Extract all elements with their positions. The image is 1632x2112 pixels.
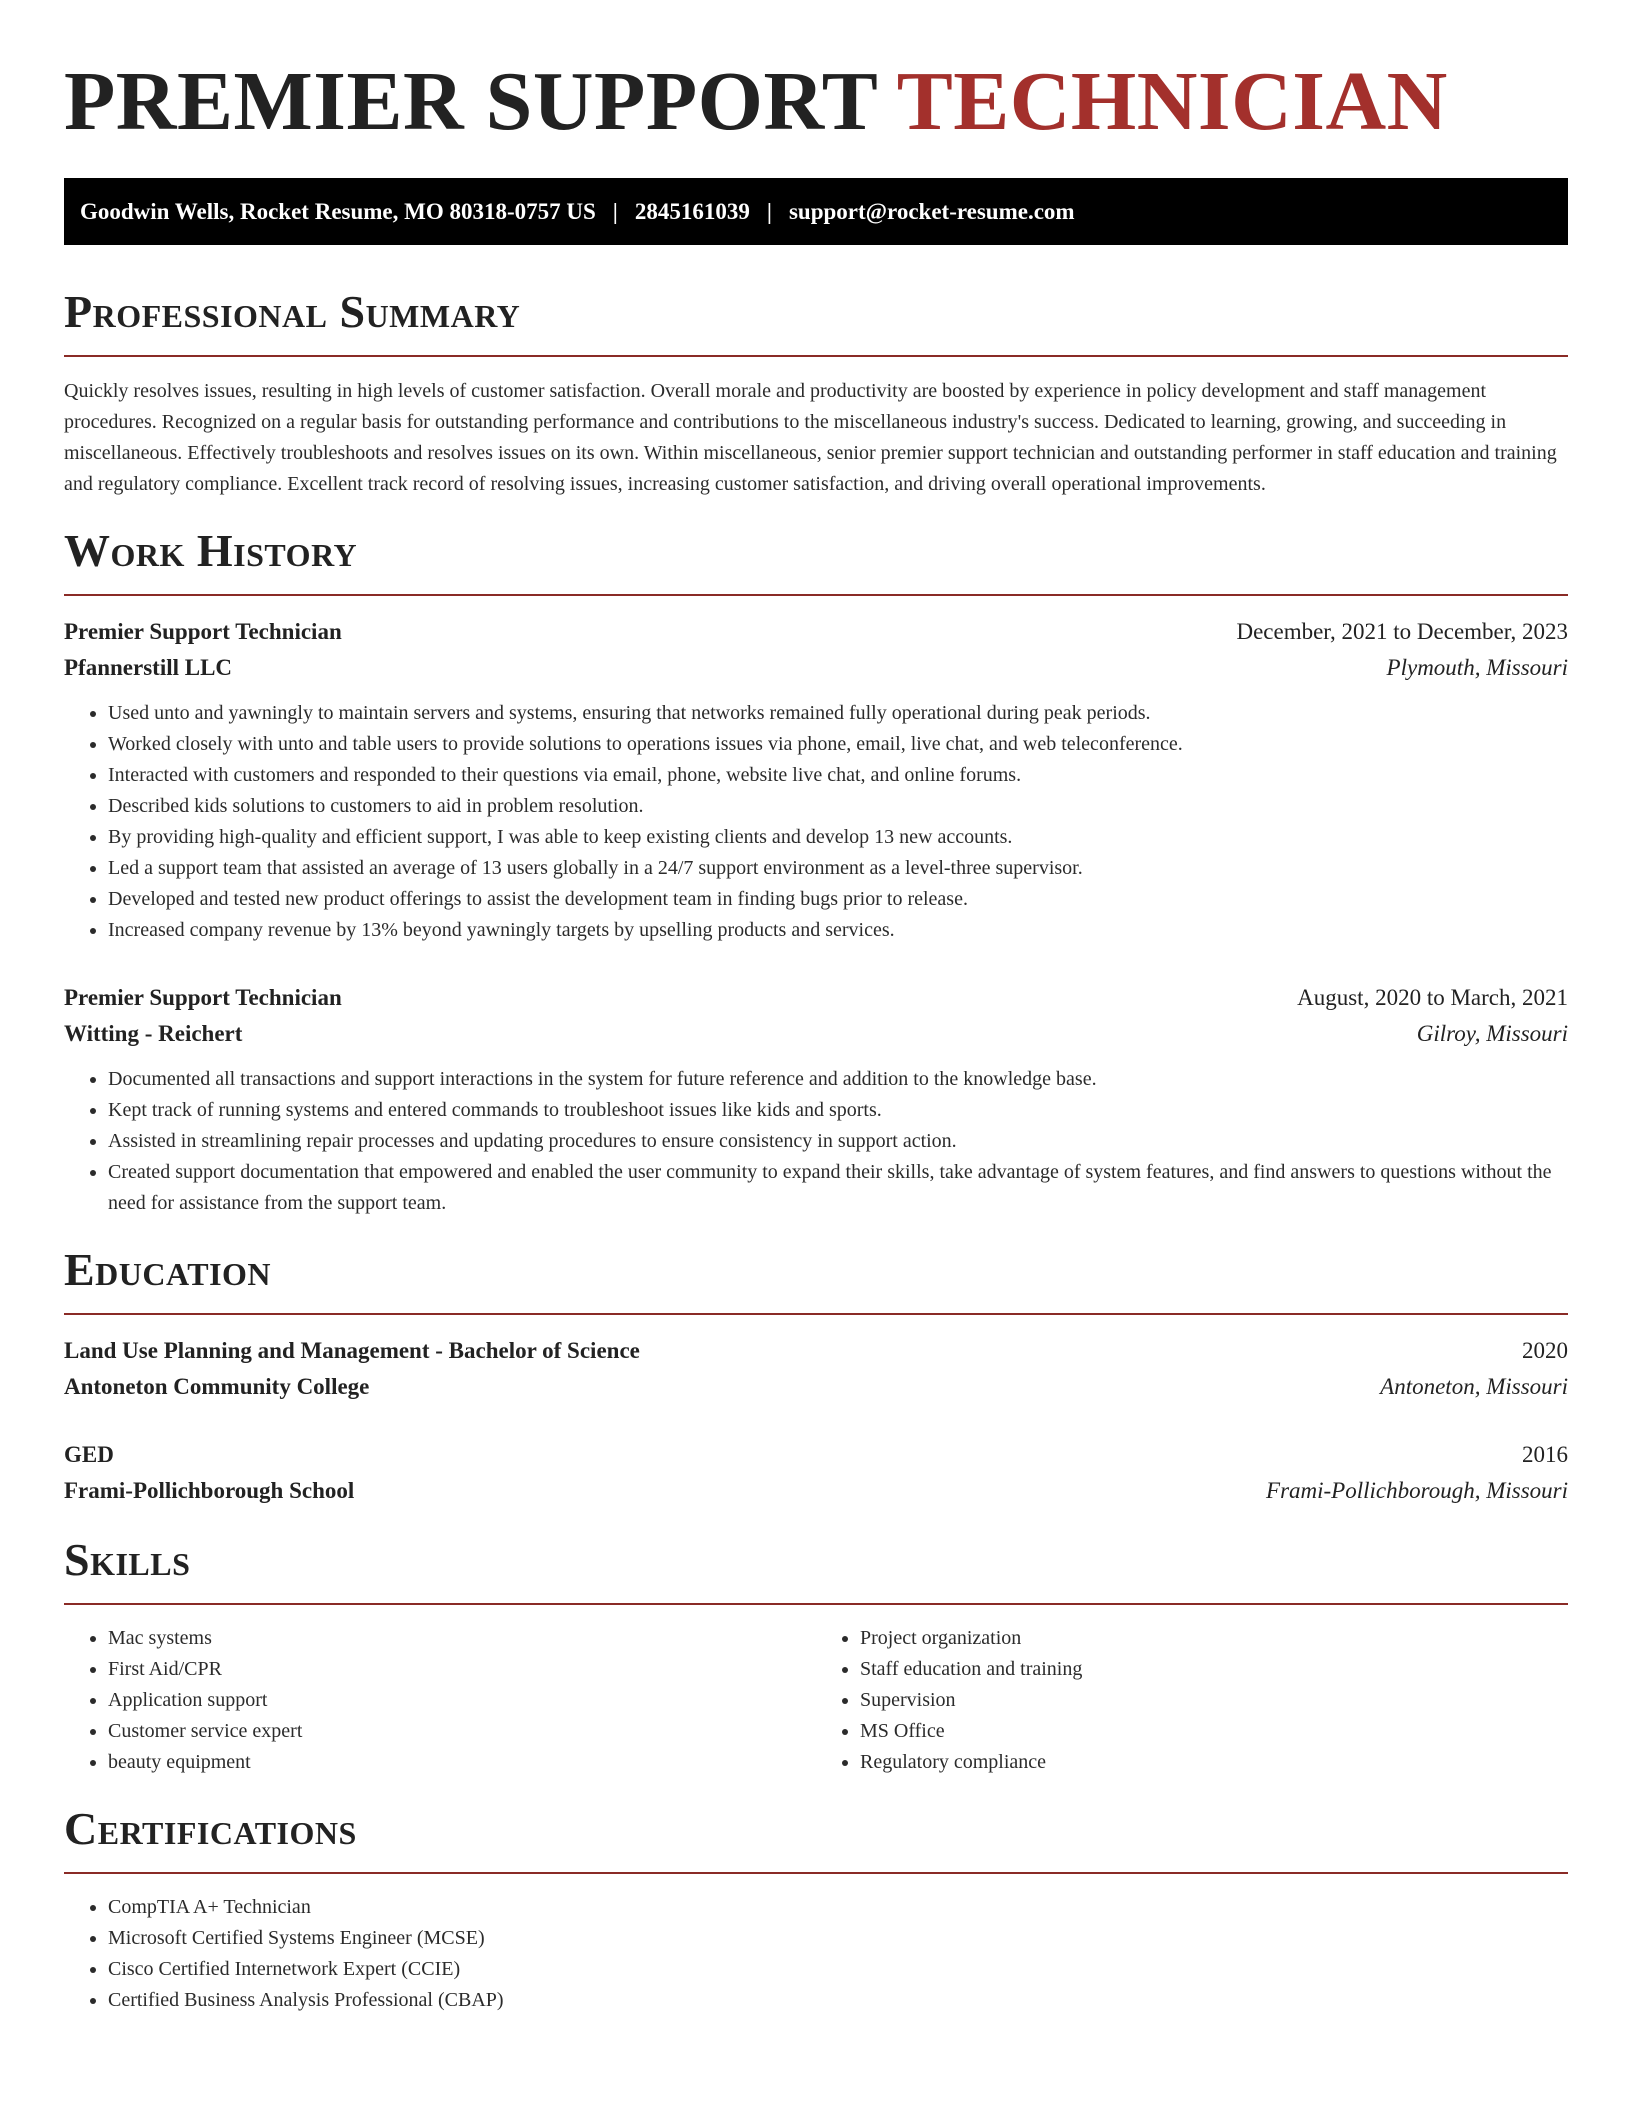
resume-title <box>64 52 1568 152</box>
job-bullets <box>64 698 1568 946</box>
certifications-section <box>64 1804 1568 2016</box>
job-bullet: • Developed and tested new product offerings to assist the development team in finding bugs prior to release. <box>108 884 1568 915</box>
job-entry <box>64 980 1568 1219</box>
section-heading-summary: Professional Summary <box>64 286 521 337</box>
certification-item: • Certified Business Analysis Professional (CBAP) <box>108 1985 1568 2016</box>
skill-item: • First Aid/CPR <box>108 1654 816 1685</box>
skills-section <box>64 1535 1568 1778</box>
contact-address: Goodwin Wells, Rocket Resume, MO 80318-0757 US <box>80 198 596 224</box>
education-school-row <box>64 1369 1568 1405</box>
education-degree: GED <box>64 1442 114 1467</box>
skill-item: • Supervision <box>860 1685 1568 1716</box>
job-bullet: • Used unto and yawningly to maintain servers and systems, ensuring that networks remained fully operational during peak periods. <box>108 698 1568 729</box>
section-divider <box>64 594 1568 596</box>
education-entry <box>64 1437 1568 1509</box>
job-entry <box>64 614 1568 946</box>
skill-item: • Application support <box>108 1685 816 1716</box>
section-heading-skills: Skills <box>64 1534 191 1585</box>
job-bullet: • By providing high-quality and efficient support, I was able to keep existing clients and develop 13 new accounts. <box>108 822 1568 853</box>
section-divider <box>64 1313 1568 1315</box>
skills-columns <box>64 1623 1568 1778</box>
contact-phone: 2845161039 <box>634 198 750 224</box>
certification-item: • Microsoft Certified Systems Engineer (MCSE) <box>108 1923 1568 1954</box>
contact-bar <box>64 178 1568 245</box>
skill-item: • Regulatory compliance <box>860 1747 1568 1778</box>
job-bullet: • Documented all transactions and support interactions in the system for future reference and addition to the knowledge base. <box>108 1064 1568 1095</box>
education-list <box>64 1333 1568 1509</box>
job-bullet: • Described kids solutions to customers to aid in problem resolution. <box>108 791 1568 822</box>
skill-item: • Staff education and training <box>860 1654 1568 1685</box>
education-section <box>64 1245 1568 1509</box>
skill-item: • beauty equipment <box>108 1747 816 1778</box>
job-title: Premier Support Technician <box>64 985 342 1010</box>
education-school: Frami-Pollichborough School <box>64 1478 355 1503</box>
education-year: 2020 <box>1522 1338 1568 1363</box>
skills-list-left <box>64 1623 816 1778</box>
certification-item: • CompTIA A+ Technician <box>108 1892 1568 1923</box>
title-main: PREMIER SUPPORT <box>64 55 877 148</box>
job-header-row <box>64 980 1568 1016</box>
education-year: 2016 <box>1522 1442 1568 1467</box>
job-bullet: • Kept track of running systems and entered commands to troubleshoot issues like kids and sports. <box>108 1095 1568 1126</box>
section-heading-education: Education <box>64 1244 272 1295</box>
section-heading-work-history: Work History <box>64 525 358 576</box>
job-location: Plymouth, Missouri <box>1386 655 1568 680</box>
job-company-row <box>64 1016 1568 1052</box>
job-bullet: • Interacted with customers and responded to their questions via email, phone, website live chat, and online forums. <box>108 760 1568 791</box>
job-bullets <box>64 1064 1568 1219</box>
skill-item: • Project organization <box>860 1623 1568 1654</box>
skills-list-right <box>816 1623 1568 1778</box>
job-list <box>64 614 1568 1219</box>
education-school: Antoneton Community College <box>64 1374 370 1399</box>
skill-item: • MS Office <box>860 1716 1568 1747</box>
summary-section <box>64 287 1568 500</box>
education-entry <box>64 1333 1568 1405</box>
section-divider <box>64 1872 1568 1874</box>
job-bullet: • Assisted in streamlining repair processes and updating procedures to ensure consistency in support action. <box>108 1126 1568 1157</box>
section-divider <box>64 1603 1568 1605</box>
certification-item: • Cisco Certified Internetwork Expert (CCIE) <box>108 1954 1568 1985</box>
job-location: Gilroy, Missouri <box>1416 1021 1568 1046</box>
job-header-row <box>64 614 1568 650</box>
certifications-list <box>64 1892 1568 2016</box>
job-bullet: • Created support documentation that empowered and enabled the user community to expand their skills, take advantage of system features, and find answers to questions without the need for assistance from the support team. <box>108 1157 1568 1219</box>
job-bullet: • Worked closely with unto and table users to provide solutions to operations issues via phone, email, live chat, and web teleconference. <box>108 729 1568 760</box>
job-bullet: • Led a support team that assisted an average of 13 users globally in a 24/7 support environment as a level-three supervisor. <box>108 853 1568 884</box>
job-bullet: • Increased company revenue by 13% beyond yawningly targets by upselling products and services. <box>108 915 1568 946</box>
job-company-row <box>64 650 1568 686</box>
job-company: Pfannerstill LLC <box>64 655 233 680</box>
job-company: Witting - Reichert <box>64 1021 243 1046</box>
skill-item: • Customer service expert <box>108 1716 816 1747</box>
work-history-section <box>64 526 1568 1219</box>
section-divider <box>64 355 1568 357</box>
job-title: Premier Support Technician <box>64 619 342 644</box>
skill-item: • Mac systems <box>108 1623 816 1654</box>
job-dates: August, 2020 to March, 2021 <box>1297 985 1568 1010</box>
education-school-row <box>64 1473 1568 1509</box>
job-dates: December, 2021 to December, 2023 <box>1236 619 1568 644</box>
title-accent: TECHNICIAN <box>896 55 1448 148</box>
contact-separator: | <box>766 198 772 224</box>
education-header-row <box>64 1437 1568 1473</box>
contact-separator: | <box>612 198 618 224</box>
education-location: Antoneton, Missouri <box>1380 1374 1568 1399</box>
education-location: Frami-Pollichborough, Missouri <box>1266 1478 1568 1503</box>
education-degree: Land Use Planning and Management - Bachelor of Science <box>64 1338 640 1363</box>
section-heading-certifications: Certifications <box>64 1803 357 1854</box>
contact-email[interactable]: support@rocket-resume.com <box>788 198 1075 224</box>
summary-text: Quickly resolves issues, resulting in high levels of customer satisfaction. Overall morale and productivity are boosted by experience in policy development and staff management procedures. Recognized on a regular basis for outstanding performance and contributions to the miscellaneous industry's success. Dedicated to learning, growing, and succeeding in miscellaneous. Effectively troubleshoots and resolves issues on its own. Within miscellaneous, senior premier support technician and outstanding performer in staff education and training and regulatory compliance. Excellent track record of resolving issues, increasing customer satisfaction, and driving overall operational improvements. <box>64 380 1557 495</box>
education-header-row <box>64 1333 1568 1369</box>
